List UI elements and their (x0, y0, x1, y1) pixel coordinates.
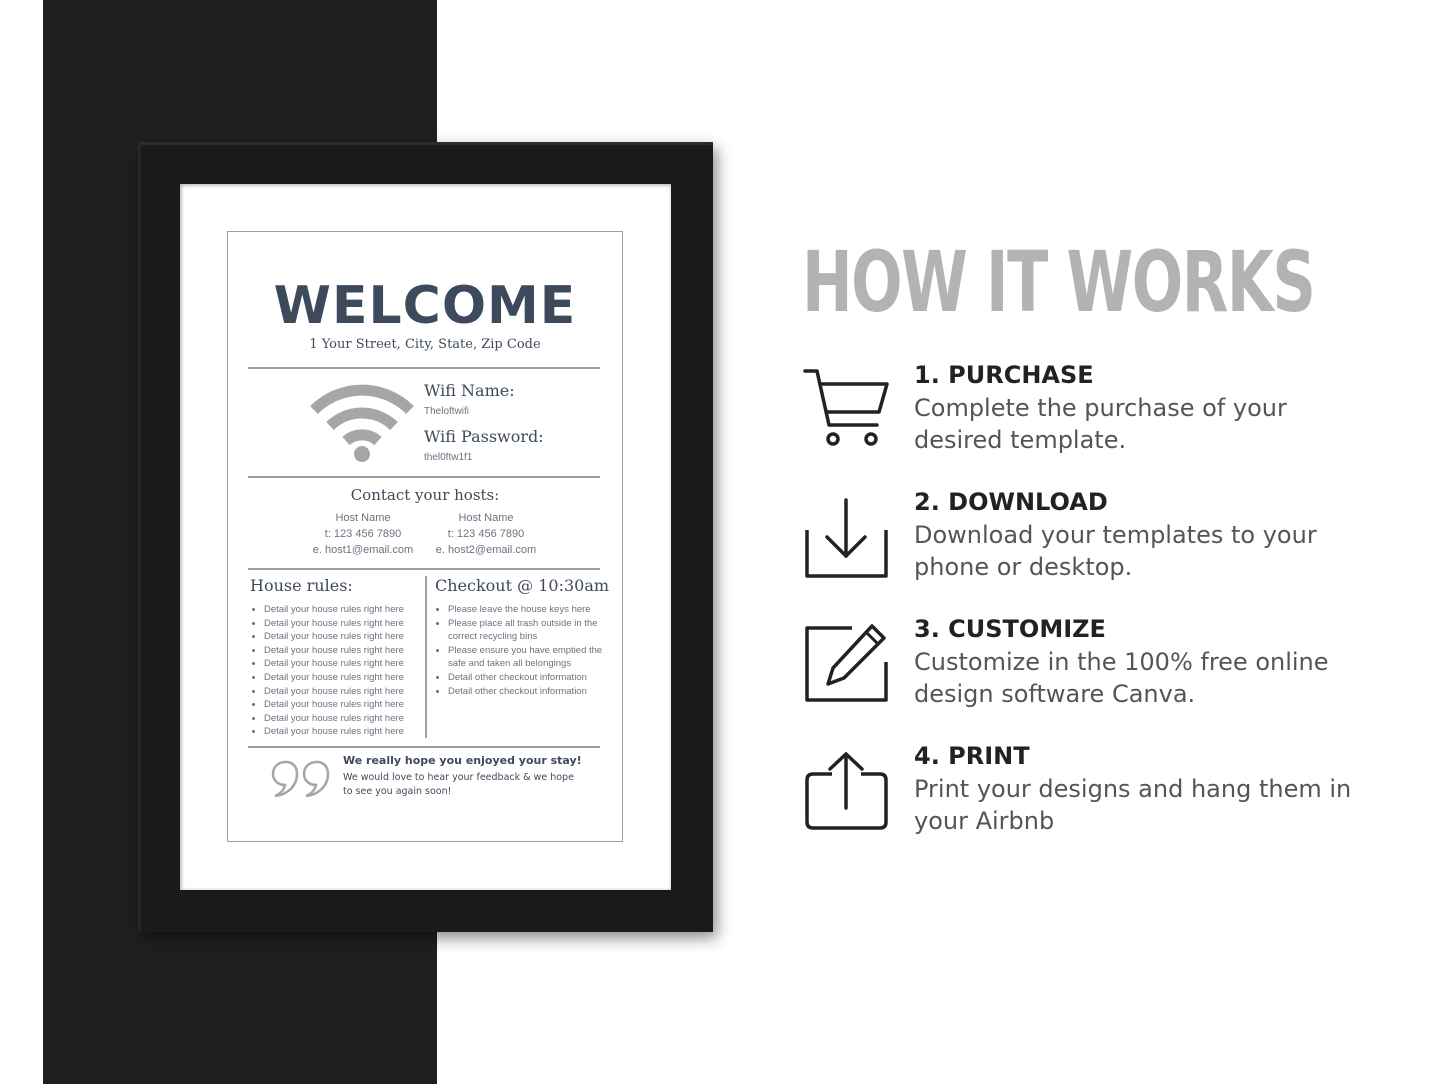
checkout-title: Checkout @ 10:30am (435, 576, 610, 595)
host-phone: t: 123 456 7890 (324, 528, 402, 540)
wifi-icon (310, 378, 414, 464)
house-rule-item: • Detail your house rules right here (264, 725, 404, 739)
host-name: Host Name (335, 512, 391, 524)
download-icon (800, 492, 894, 586)
poster-address: 1 Your Street, City, State, Zip Code (309, 337, 541, 352)
house-rule-item: • Detail your house rules right here (264, 685, 404, 699)
checkout-item: • Detail other checkout information (448, 671, 618, 685)
contact-hosts-title: Contact your hosts: (350, 486, 500, 504)
wifi-name-label: Wifi Name: (424, 381, 515, 400)
step-2-title: 2. DOWNLOAD (914, 488, 1108, 516)
host-phone: t: 123 456 7890 (447, 528, 525, 540)
house-rules-list (250, 603, 404, 739)
house-rule-item: • Detail your house rules right here (264, 617, 404, 631)
wifi-password-value: thel0ftw1f1 (424, 452, 473, 463)
share-icon (800, 746, 894, 840)
checkout-list (434, 603, 618, 698)
house-rule-item: • Detail your house rules right here (264, 657, 404, 671)
divider (248, 367, 600, 369)
step-4-description: Print your designs and hang them in your Airbnb (914, 775, 1352, 835)
step-4-title: 4. PRINT (914, 742, 1030, 770)
divider (248, 746, 600, 748)
edit-icon (800, 618, 894, 712)
feedback-message: We would love to hear your feedback & we hope to see you again soon! (343, 772, 574, 797)
step-1-description: Complete the purchase of your desired template. (914, 394, 1287, 454)
house-rules-title: House rules: (250, 576, 353, 595)
how-it-works-title: HOW IT WORKS (802, 233, 1315, 331)
divider (248, 476, 600, 478)
wifi-password-label: Wifi Password: (424, 427, 544, 446)
checkout-item: • Please place all trash outside in the correct recycling bins (448, 617, 618, 644)
thanks-message: We really hope you enjoyed your stay! (343, 754, 582, 767)
quote-icon (270, 758, 336, 800)
step-3-description: Customize in the 100% free online design software Canva. (914, 648, 1329, 708)
wifi-name-value: Theloftwifi (424, 406, 470, 417)
checkout-item: • Please leave the house keys here (448, 603, 618, 617)
checkout-item: • Please ensure you have emptied the safe and taken all belongings (448, 644, 618, 671)
cart-icon (800, 362, 894, 456)
house-rule-item: • Detail your house rules right here (264, 603, 404, 617)
house-rule-item: • Detail your house rules right here (264, 644, 404, 658)
house-rule-item: • Detail your house rules right here (264, 712, 404, 726)
house-rule-item: • Detail your house rules right here (264, 698, 404, 712)
house-rule-item: • Detail your house rules right here (264, 671, 404, 685)
checkout-item: • Detail other checkout information (448, 685, 618, 699)
host-name: Host Name (458, 512, 514, 524)
column-divider (425, 576, 427, 738)
host-2-info (411, 510, 561, 558)
divider (248, 568, 600, 570)
house-rule-item: • Detail your house rules right here (264, 630, 404, 644)
step-1-title: 1. PURCHASE (914, 361, 1094, 389)
host-email: e. host1@email.com (312, 544, 414, 556)
step-3-title: 3. CUSTOMIZE (914, 615, 1106, 643)
host-email: e. host2@email.com (435, 544, 537, 556)
poster-welcome-title: WELCOME (273, 276, 577, 336)
step-2-description: Download your templates to your phone or desktop. (914, 521, 1317, 581)
